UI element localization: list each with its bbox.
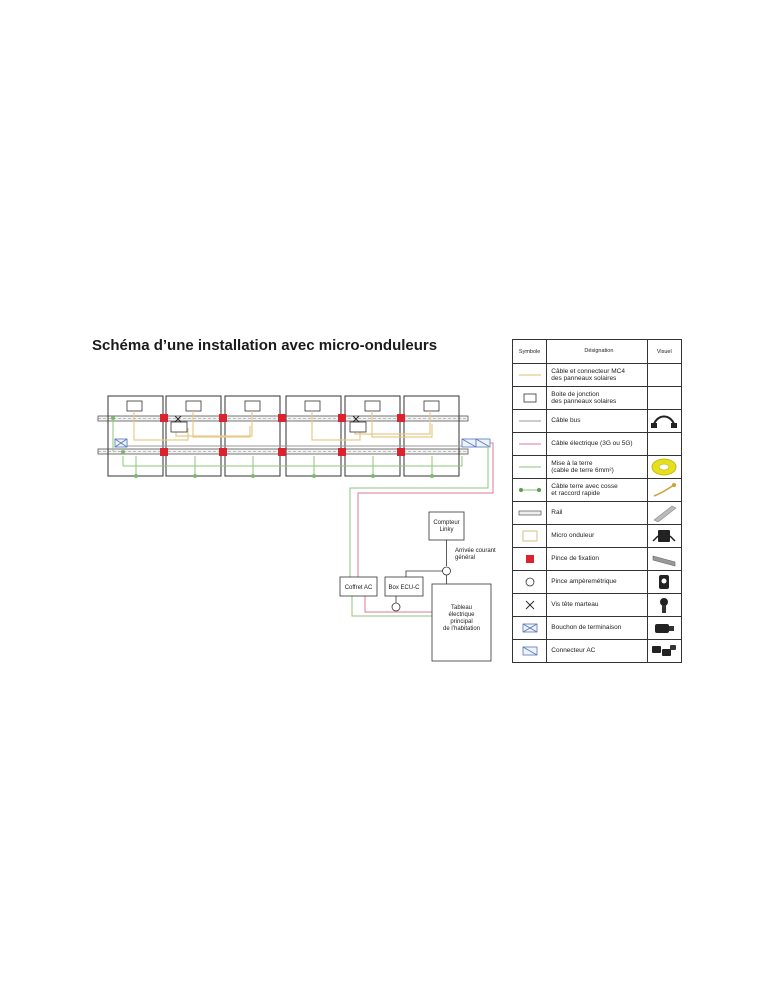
tableau-label-2: électrique — [448, 612, 475, 618]
legend-row — [513, 502, 682, 525]
legend-designation: (cable de terre 6mm²) — [551, 467, 614, 474]
hammer-screw-icon — [524, 599, 536, 611]
legend-header-designation: Désignation — [547, 340, 647, 364]
micro-inverters — [171, 422, 366, 432]
tableau-label-4: de l’habitation — [442, 626, 481, 632]
legend-row — [513, 456, 682, 479]
ac-connector-icon — [521, 645, 539, 657]
ammeter-clamp-icon — [524, 576, 536, 588]
end-cap — [115, 439, 127, 447]
micro-inverter — [350, 422, 366, 432]
screw-photo-icon — [650, 596, 678, 614]
coffret-label: Coffret AC — [344, 585, 373, 591]
legend-table — [512, 339, 682, 663]
legend-designation: Connecteur AC — [551, 647, 596, 655]
clamp-icon — [524, 553, 536, 565]
legend-designation: Rail — [551, 509, 563, 517]
legend-row — [513, 433, 682, 456]
legend-header-visuel: Visuel — [647, 340, 681, 364]
bus-cable-icon — [517, 416, 543, 426]
legend-designation: Câble et connecteur MC4 — [551, 367, 625, 375]
compteur-linky-box — [429, 512, 464, 540]
legend-designation: des panneaux solaires — [551, 398, 617, 405]
rail-icon — [517, 508, 543, 518]
legend-designation: des panneaux solaires — [551, 375, 617, 382]
ac-connector — [462, 439, 490, 447]
compteur-label-1: Compteur — [433, 520, 460, 526]
legend-header-row — [513, 340, 682, 364]
earth-cable-icon — [517, 462, 543, 472]
solar-panels — [108, 396, 459, 476]
earth-lugs — [111, 416, 434, 478]
junction-box — [424, 401, 439, 411]
rail-photo-icon — [650, 504, 678, 522]
legend-row — [513, 479, 682, 502]
lug-photo-icon — [650, 481, 678, 499]
legend-designation: Vis tête marteau — [551, 601, 599, 609]
earth-cable — [113, 418, 462, 476]
arrivee-label-1: Arrivée courant — [455, 548, 496, 554]
legend-designation: Pince ampèremétrique — [551, 578, 617, 586]
end-cap-icon — [521, 622, 539, 634]
tableau-label-1: Tableau — [450, 605, 473, 611]
legend-header-symbole: Symbole — [513, 340, 547, 364]
legend-row — [513, 617, 682, 640]
legend-designation: Boite de jonction — [551, 390, 600, 398]
ammeter-clamp — [443, 567, 451, 575]
ammeter-clamp — [392, 603, 400, 611]
earth-lug-icon — [517, 485, 543, 495]
yellow-coil-icon — [650, 457, 678, 477]
mc4-cable-icon — [517, 370, 543, 380]
ammeter-photo-icon — [650, 573, 678, 591]
legend-designation: Câble électrique (3G ou 5G) — [551, 440, 633, 448]
ac-cable-icon — [517, 439, 543, 449]
legend-designation: Câble bus — [551, 417, 581, 425]
legend-row — [513, 525, 682, 548]
legend-row — [513, 410, 682, 433]
junction-box — [186, 401, 201, 411]
legend-designation: Bouchon de terminaison — [551, 624, 622, 632]
junction-box — [305, 401, 320, 411]
micro-inverter-icon — [521, 529, 539, 543]
micro-inverter — [171, 422, 187, 432]
junction-box — [127, 401, 142, 411]
legend-designation: Pince de fixation — [551, 555, 599, 563]
clamp-photo-icon — [650, 550, 678, 568]
legend-row — [513, 571, 682, 594]
micro-inverter-photo-icon — [650, 527, 678, 545]
page-title: Schéma d’une installation avec micro-onduleurs — [92, 337, 438, 354]
legend-row — [513, 594, 682, 617]
end-cap-photo-icon — [650, 619, 678, 637]
ac-connector-photo-icon — [650, 642, 678, 660]
legend-row — [513, 364, 682, 387]
arrivee-label-2: général — [455, 555, 476, 561]
junction-box — [365, 401, 380, 411]
bus-cable — [127, 440, 462, 446]
bus-cable-photo-icon — [650, 412, 678, 430]
legend-designation: Mise à la terre — [551, 459, 593, 467]
legend-row — [513, 640, 682, 663]
legend-designation: Micro onduleur — [551, 532, 595, 540]
junction-box — [245, 401, 260, 411]
legend-designation: et raccord rapide — [551, 490, 601, 497]
legend-row — [513, 387, 682, 410]
compteur-label-2: Linky — [439, 527, 454, 533]
legend-row — [513, 548, 682, 571]
box-ecu-label: Box ECU-C — [388, 585, 420, 591]
tableau-label-3: principal — [450, 619, 473, 625]
junction-boxes — [127, 401, 439, 411]
legend-designation: Câble terre avec cosse — [551, 482, 618, 490]
junction-box-icon — [522, 392, 538, 404]
